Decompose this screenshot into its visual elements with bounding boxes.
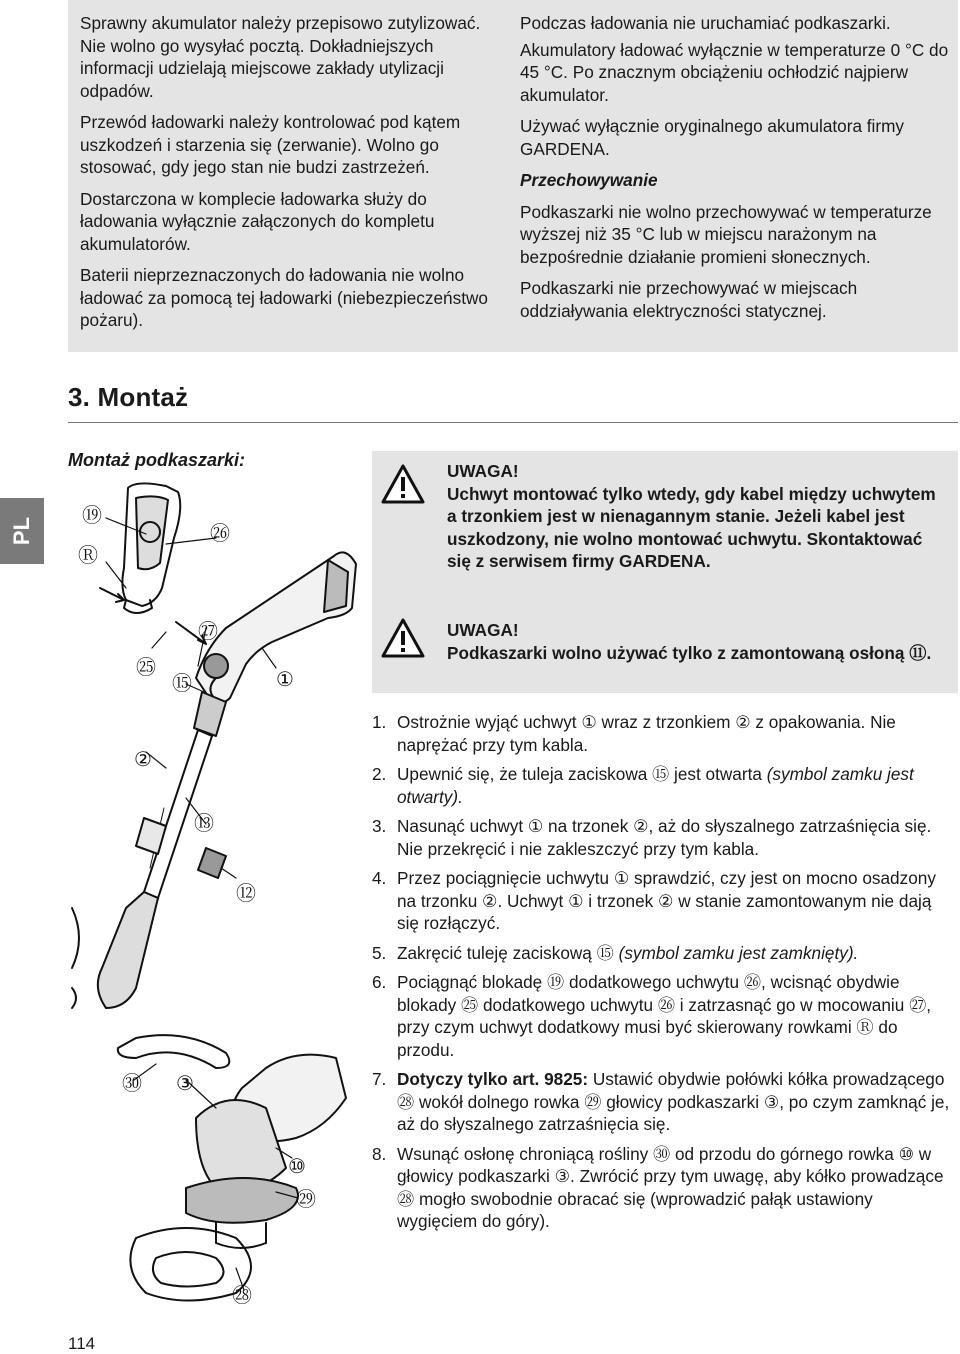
callout-label: ⑩: [288, 1154, 306, 1178]
callout-label: ㉘: [232, 1283, 252, 1307]
storage-paragraph: Podkaszarki nie przechowywać w miejscach oddziaływania elektryczności statycznej.: [520, 278, 858, 321]
warning-triangle-icon: [380, 463, 426, 505]
callout-label: ㉖: [210, 521, 230, 545]
safety-column-right: [520, 12, 950, 331]
callout-label: ㉚: [122, 1071, 142, 1095]
safety-column-left: [80, 12, 500, 341]
step-item: [372, 971, 956, 1061]
callout-label: ⑫: [236, 881, 256, 905]
step-text: Nasunąć uchwyt ① na trzonek ②, aż do słyszalnego zatrzaśnięcia się. Nie przekręcić i nie zakleszczyć przy tym kabla.: [397, 816, 932, 859]
warning-heading: UWAGA!: [447, 620, 519, 640]
step-item: [372, 1068, 956, 1136]
warning-body: Podkaszarki wolno używać tylko z zamontowaną osłoną ⑪.: [447, 642, 932, 663]
callout-label: ㉕: [136, 655, 156, 679]
section-title: 3. Montaż: [68, 382, 189, 412]
step-text: Ustawić obydwie połówki kółka prowadzącego ㉘ wokół dolnego rowka ㉙ głowicy podkaszarki ③, po czym zamknąć je, aż do słyszalnego zatrzaśnięcia się.: [397, 1069, 950, 1134]
safety-paragraph: Akumulatory ładować wyłącznie w temperaturze 0 °C do 45 °C. Po znacznym obciążeniu ochłodzić najpierw akumulator.: [520, 39, 949, 105]
safety-paragraph: Przewód ładowarki należy kontrolować pod kątem uszkodzeń i starzenia się (zerwanie). Wolno go stosować, gdy jego stan nie budzi zastrzeżeń.: [80, 112, 461, 177]
storage-heading: Przechowywanie: [520, 170, 658, 190]
assembly-illustration: [66, 468, 366, 1308]
callout-label: ⑮: [172, 671, 192, 695]
section-divider: [68, 422, 958, 423]
step-item: [372, 1143, 956, 1233]
safety-paragraph: Dostarczona w komplecie ładowarka służy do ładowania wyłącznie załączonych do kompletu akumulatorów.: [80, 188, 435, 254]
warning-heading: UWAGA!: [447, 461, 519, 481]
step-number: 8.: [372, 1143, 387, 1164]
callout-label: ㉙: [296, 1187, 316, 1211]
safety-paragraph: Podczas ładowania nie uruchamiać podkaszarki.: [520, 13, 891, 33]
step-note: (symbol zamku jest zamknięty).: [618, 942, 859, 963]
step-text: Wsunąć osłonę chroniącą rośliny ㉚ od przodu do górnego rowka ⑩ w głowicy podkaszarki ③. Zwrócić przy tym uwagę, aby kółko prowadzące ㉘ mogło swobodnie obracać się (wprowadzić pałąk ustawiony wygięciem do góry).: [397, 1143, 944, 1231]
step-text: Zakręcić tuleję zaciskową ⑮: [397, 942, 614, 963]
step-note: (symbol zamku jest otwarty).: [397, 764, 914, 807]
storage-paragraph: Podkaszarki nie wolno przechowywać w temperaturze wyższej niż 35 °C lub w miejscu narażonym na bezpośrednie działanie promieni słonecznych.: [520, 201, 932, 267]
callout-label: ㉗: [198, 619, 218, 643]
step-number: 5.: [372, 942, 387, 963]
callout-label: ⑬: [194, 811, 214, 835]
callout-label: ⑲: [82, 503, 102, 527]
step-number: 1.: [372, 712, 387, 732]
safety-paragraph: Używać wyłącznie oryginalnego akumulatora firmy GARDENA.: [520, 116, 905, 159]
step-text: Przez pociągnięcie uchwytu ① sprawdzić, czy jest on mocno osadzony na trzonku ②. Uchwyt ① i trzonek ② w stanie zamontowanym nie dają się rozłączyć.: [397, 868, 936, 933]
callout-label: Ⓡ: [78, 543, 98, 567]
callout-label: ③: [176, 1071, 194, 1095]
step-item: [372, 711, 956, 756]
warning-triangle-icon: [380, 617, 426, 659]
callout-label: ②: [134, 747, 152, 771]
step-number: 6.: [372, 972, 387, 992]
page-number: 114: [68, 1334, 96, 1353]
step-number: 7.: [372, 1069, 387, 1089]
step-number: 2.: [372, 764, 387, 784]
warning-message: [447, 619, 947, 664]
step-number: 4.: [372, 868, 387, 888]
figure-title: Montaż podkaszarki:: [68, 450, 246, 470]
warning-message: [447, 460, 947, 573]
step-item: [372, 867, 956, 935]
callout-label: ①: [276, 667, 294, 691]
assembly-steps: [372, 711, 956, 1240]
step-emphasis: Dotyczy tylko art. 9825:: [397, 1069, 589, 1089]
warning-body: Uchwyt montować tylko wtedy, gdy kabel między uchwytem a trzonkiem jest w nienagannym stanie. Jeżeli kabel jest uszkodzony, nie wolno montować uchwytu. Skontaktować się z serwisem firmy GARDENA.: [447, 483, 936, 571]
safety-paragraph: Sprawny akumulator należy przepisowo zutylizować. Nie wolno go wysyłać pocztą. Dokładniejszych informacji udzielają miejscowe zakłady utylizacji odpadów.: [80, 13, 481, 101]
language-tab-label: PL: [9, 516, 34, 546]
step-item: [372, 815, 956, 860]
step-text: Pociągnąć blokadę ⑲ dodatkowego uchwytu ㉖, wcisnąć obydwie blokady ㉕ dodatkowego uchwytu ㉖ i zatrzasnąć go w mocowaniu ㉗, przy czym uchwyt dodatkowy musi być skierowany rowkami Ⓡ do przodu.: [397, 972, 932, 1060]
step-item: [372, 942, 956, 965]
step-number: 3.: [372, 816, 387, 836]
step-item: [372, 763, 956, 808]
step-text: Upewnić się, że tuleja zaciskowa ⑮ jest otwarta: [397, 764, 762, 784]
language-tab: [0, 498, 44, 564]
safety-paragraph: Baterii nieprzeznaczonych do ładowania nie wolno ładować za pomocą tej ładowarki (niebezpieczeństwo pożaru).: [80, 265, 488, 330]
step-text: Ostrożnie wyjąć uchwyt ① wraz z trzonkiem ② z opakowania. Nie naprężać przy tym kabla.: [397, 712, 896, 755]
plant-guard-drawing: [118, 1035, 230, 1068]
